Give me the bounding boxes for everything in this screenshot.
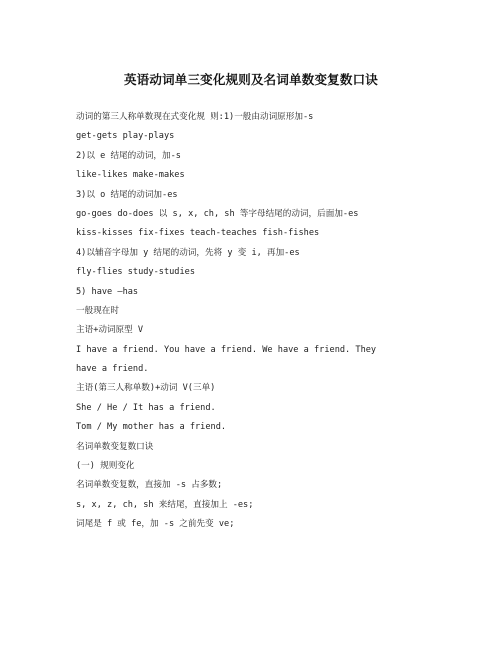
text-line: Tom / My mother has a friend. — [76, 422, 227, 433]
text-line: kiss-kisses fix-fixes teach-teaches fish-fishes — [76, 228, 320, 239]
text-line: 5) have –has — [76, 286, 139, 297]
text-line: have a friend. — [76, 364, 149, 375]
text-line: 动词的第三人称单数现在式变化规 则:1)一般由动词原形加-s — [76, 112, 314, 122]
text-line: 4)以辅音字母加 y 结尾的动词，先将 y 变 i, 再加-es — [76, 247, 300, 258]
text-line: 词尾是 f 或 fe，加 -s 之前先变 ve; — [76, 519, 235, 530]
text-line: like-likes make-makes — [76, 170, 185, 181]
text-line: 名词单数变复数，直接加 -s 占多数; — [76, 480, 223, 491]
text-line: (一) 规则变化 — [76, 461, 135, 472]
text-line: I have a friend. You have a friend. We have a friend. They — [76, 344, 377, 355]
text-line: She / He / It has a friend. — [76, 402, 216, 413]
document-body — [76, 108, 396, 535]
text-line: 3)以 o 结尾的动词加-es — [76, 189, 178, 200]
text-line: 主语(第三人称单数)+动词 V(三单) — [76, 383, 216, 394]
text-line: 名词单数变复数口诀 — [76, 441, 154, 452]
text-line: go-goes do-does 以 s, x, ch, sh 等字母结尾的动词，后面加-es — [76, 208, 359, 219]
text-line: 一般现在时 — [76, 305, 119, 316]
document-title: 英语动词单三变化规则及名词单数变复数口诀 — [123, 72, 378, 87]
text-line: 2)以 e 结尾的动词，加-s — [76, 150, 181, 161]
text-line: 主语+动词原型 V — [76, 325, 144, 336]
text-line: fly-flies study-studies — [76, 267, 195, 278]
text-line: s, x, z, ch, sh 来结尾，直接加上 -es; — [76, 499, 254, 510]
text-line: get-gets play-plays — [76, 131, 175, 142]
